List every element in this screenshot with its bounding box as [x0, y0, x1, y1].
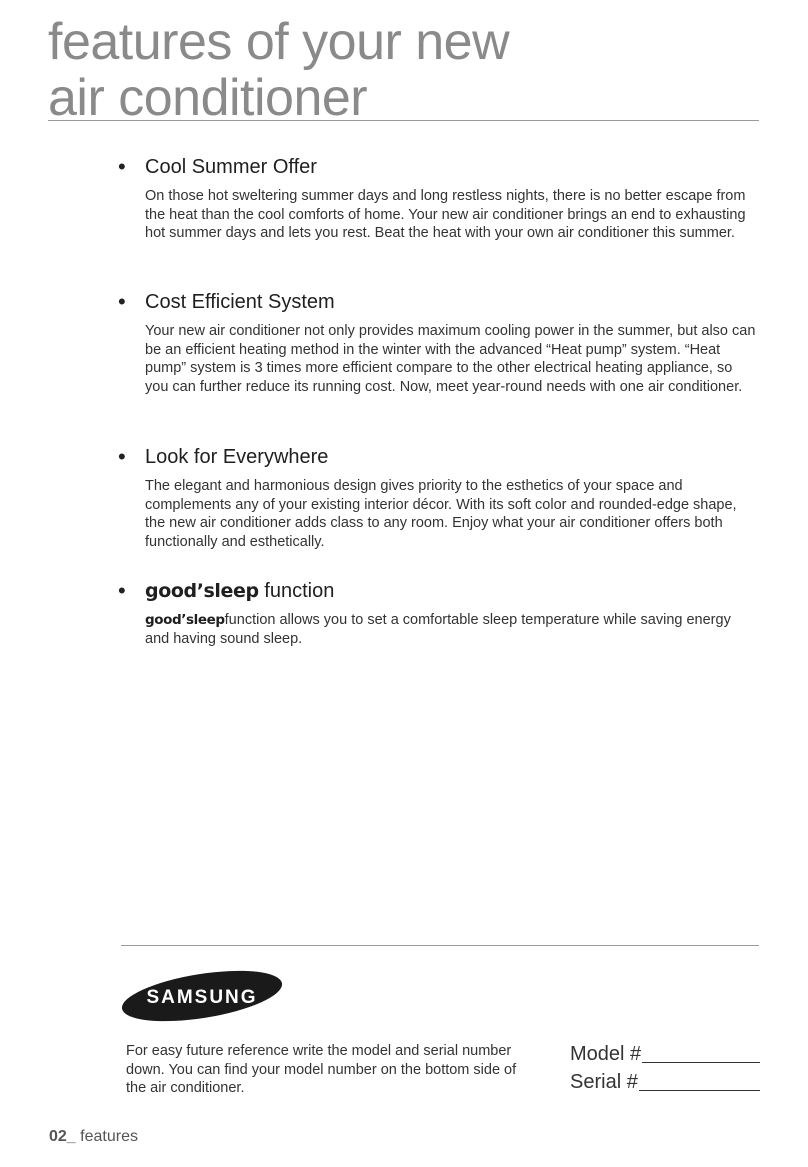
reference-note: For easy future reference write the model and serial number down. You can find your model number on the bottom side of the air conditioner. — [126, 1043, 517, 1096]
page-title-line-1: features of your new — [48, 13, 510, 71]
section-heading: Cool Summer Offer — [145, 156, 317, 178]
title-divider — [48, 120, 759, 121]
footer-section-name: features — [80, 1128, 138, 1145]
page-title-line-2: air conditioner — [48, 69, 368, 127]
samsung-logo — [121, 968, 283, 1024]
section-body: On those hot sweltering summer days and long restless nights, there is no better escape from the heat than the cool comforts of home. Your new air conditioner brings an end to exhausting hot summer days and lets you rest. Beat the heat with your own air conditioner this summer. — [145, 188, 746, 241]
section-heading: Look for Everywhere — [145, 446, 329, 468]
body-rest: function allows you to set a comfortable sleep temperature while saving energy and having sound sleep. — [145, 612, 731, 647]
serial-label: Serial # — [570, 1071, 638, 1093]
footer-divider — [121, 945, 759, 946]
section-heading: Cost Efficient System — [145, 291, 335, 313]
model-label: Model # — [570, 1043, 642, 1065]
section-look-for-everywhere — [118, 444, 758, 551]
serial-blank-line — [639, 1070, 760, 1091]
bullet-icon: • — [118, 578, 126, 603]
bullet-icon: • — [118, 444, 126, 469]
page-footer — [49, 1128, 138, 1146]
bullet-icon: • — [118, 154, 126, 179]
good-sleep-brand: good’sleep — [145, 580, 259, 602]
good-sleep-brand: good’sleep — [145, 612, 225, 628]
samsung-logo-text: SAMSUNG — [146, 987, 258, 1008]
section-cost-efficient-system — [118, 289, 758, 396]
bullet-icon: • — [118, 289, 126, 314]
serial-field — [570, 1068, 760, 1096]
model-serial-fields — [570, 1040, 760, 1096]
model-blank-line — [642, 1042, 760, 1063]
page-number: 02_ — [49, 1128, 76, 1145]
section-cool-summer-offer — [118, 154, 758, 243]
section-good-sleep-function — [118, 578, 758, 648]
section-body — [145, 611, 758, 648]
heading-rest: function — [264, 580, 335, 602]
section-heading — [145, 578, 758, 604]
model-field — [570, 1040, 760, 1068]
page-title — [48, 14, 768, 126]
section-body: Your new air conditioner not only provides maximum cooling power in the summer, but also can be an efficient heating method in the winter with the advanced “Heat pump” system. “Heat pump” system is 3 times more efficient compare to the other electrical heating appliance, so you can further reduce its running cost. Now, meet year-round needs with one air conditioner. — [145, 323, 756, 395]
section-body: The elegant and harmonious design gives priority to the esthetics of your space and complements any of your existing interior décor. With its soft color and rounded-edge shape, the new air conditioner adds class to any room. Enjoy what your air conditioner offers both functionally and esthetically. — [145, 478, 737, 550]
